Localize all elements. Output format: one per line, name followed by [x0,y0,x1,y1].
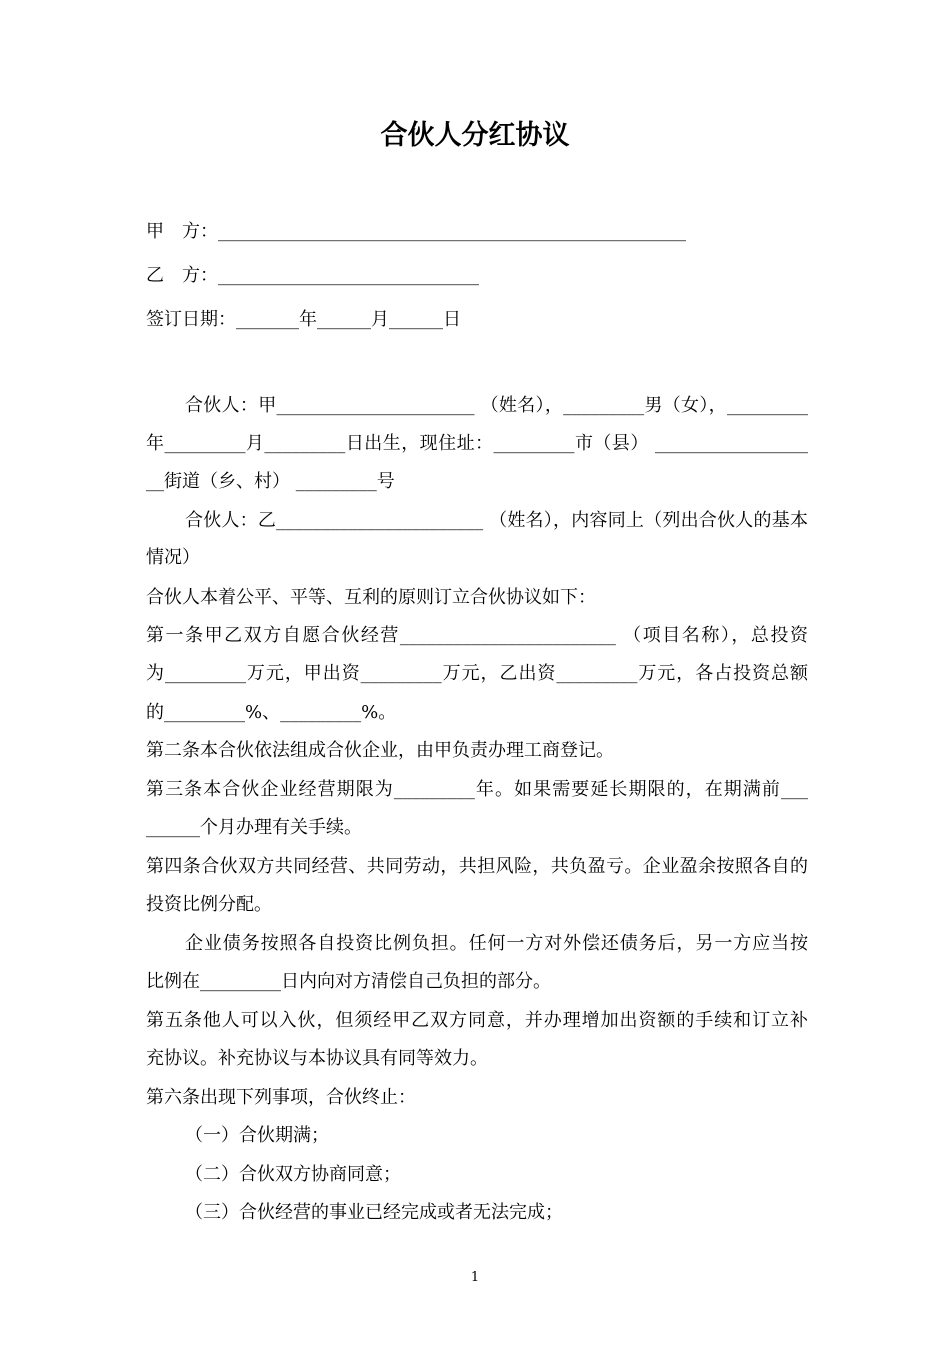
article-5-line-2: 充协议。补充协议与本协议具有同等效力。 [146,1048,488,1069]
partner-b-line-1: 合伙人：乙_______________________ （姓名），内容同上（列出合伙人的基本 [185,510,808,531]
sign-date-line: 签订日期：_______年______月______日 [146,309,461,330]
debt-line-2: 比例在_________日内向对方清偿自己负担的部分。 [146,971,551,992]
article-6-item-1: （一）合伙期满； [185,1125,329,1146]
partner-a-line-1: 合伙人：甲______________________ （姓名），_________男（女），_________ [185,395,808,416]
article-5-line-1: 第五条他人可以入伙，但须经甲乙双方同意，并办理增加出资额的手续和订立补 [146,1010,808,1031]
article-6-item-3: （三）合伙经营的事业已经完成或者无法完成； [185,1202,563,1223]
article-1-line-3: 的_________%、_________%。 [146,702,397,723]
article-4-line-1: 第四条合伙双方共同经营、共同劳动，共担风险，共负盈亏。企业盈余按照各自的 [146,856,808,877]
article-1-line-2: 为_________万元，甲出资_________万元，乙出资_________万元，各占投资总额 [146,663,808,684]
article-3-line-2: ______个月办理有关手续。 [146,817,362,838]
article-3-line-1: 第三条本合伙企业经营期限为_________年。如果需要延长期限的，在期满前___ [146,779,808,800]
party-b-line: 乙 方：_____________________________ [146,265,479,286]
article-1-line-1: 第一条甲乙双方自愿合伙经营________________________ （项目名称），总投资 [146,625,808,646]
debt-line-1: 企业债务按照各自投资比例负担。任何一方对外偿还债务后，另一方应当按 [185,933,808,954]
article-4-line-2: 投资比例分配。 [146,894,272,915]
article-6-line: 第六条出现下列事项，合伙终止： [146,1087,416,1108]
article-2-line: 第二条本合伙依法组成合伙企业，由甲负责办理工商登记。 [146,740,614,761]
preamble-line: 合伙人本着公平、平等、互利的原则订立合伙协议如下： [146,587,596,608]
page-number: 1 [470,1270,480,1285]
article-6-item-2: （二）合伙双方协商同意； [185,1164,401,1185]
partner-a-line-3: __街道（乡、村） _________号 [146,471,395,492]
partner-a-line-2: 年_________月_________日出生，现住址：_________市（县） _________________ [146,433,808,454]
document-title: 合伙人分红协议 [380,120,570,151]
partner-b-line-2: 情况） [146,547,200,568]
party-a-line: 甲 方：____________________________________________________ [146,221,686,242]
